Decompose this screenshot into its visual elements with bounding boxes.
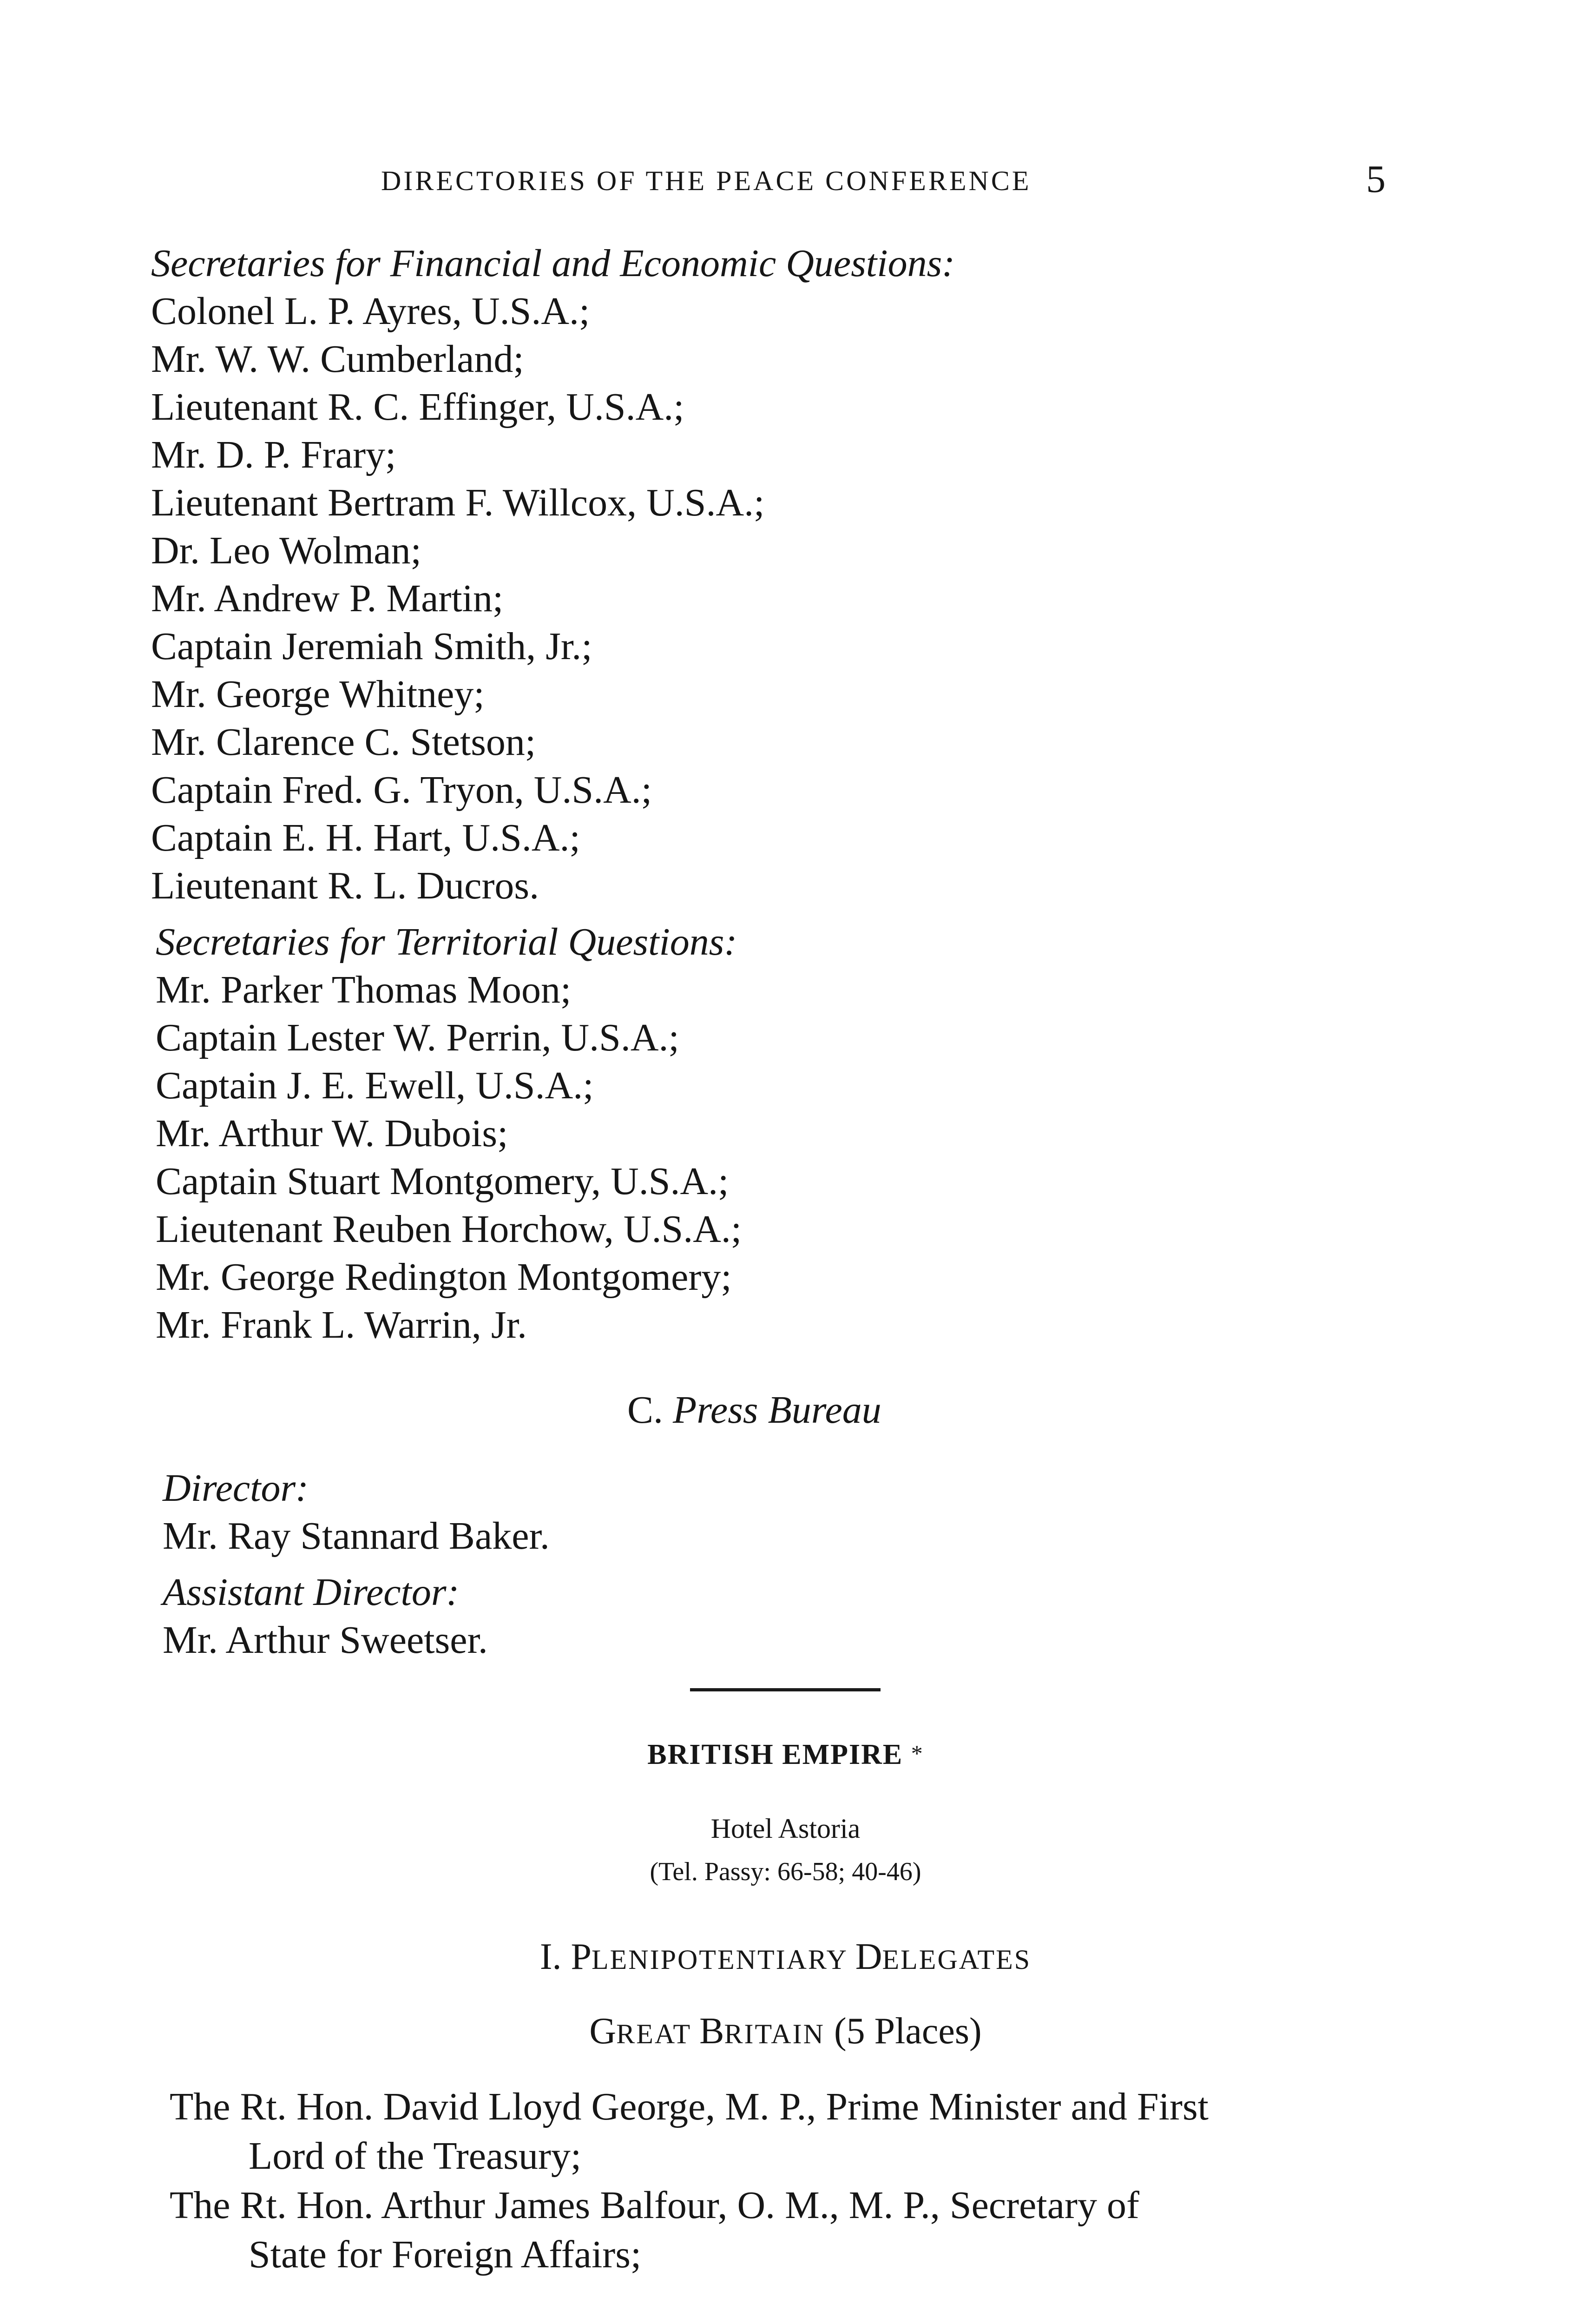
list-item: Captain Jeremiah Smith, Jr.; — [151, 625, 592, 668]
territorial-heading: Secretaries for Territorial Questions: — [156, 920, 737, 964]
list-item: Mr. Andrew P. Martin; — [151, 577, 504, 620]
page-number: 5 — [1366, 158, 1386, 201]
section-title-initial-2: D — [855, 1936, 882, 1977]
list-item: Captain Lester W. Perrin, U.S.A.; — [156, 1016, 679, 1059]
list-item: Captain Fred. G. Tryon, U.S.A.; — [151, 768, 652, 812]
list-item: Mr. Frank L. Warrin, Jr. — [156, 1303, 527, 1347]
section-title-initial: P — [571, 1936, 592, 1977]
assistant-director-heading: Assistant Director: — [163, 1571, 460, 1614]
list-item: Lieutenant R. L. Ducros. — [151, 864, 539, 907]
list-item: Mr. Arthur W. Dubois; — [156, 1112, 508, 1155]
country-places: (5 Places) — [834, 2011, 982, 2052]
running-header — [0, 158, 1571, 201]
press-bureau-heading — [627, 1387, 881, 1433]
list-item: Lieutenant Bertram F. Willcox, U.S.A.; — [151, 481, 765, 524]
list-item: Lieutenant R. C. Effinger, U.S.A.; — [151, 385, 684, 429]
list-item: Mr. W. W. Cumberland; — [151, 337, 524, 381]
list-item: Mr. Parker Thomas Moon; — [156, 968, 572, 1011]
assistant-director-name: Mr. Arthur Sweetser. — [163, 1618, 488, 1662]
director-heading: Director: — [163, 1466, 309, 1510]
financial-section — [151, 239, 955, 910]
section-title — [571, 1936, 1032, 1977]
financial-heading: Secretaries for Financial and Economic Questions: — [151, 242, 955, 285]
list-item: Mr. D. P. Frary; — [151, 433, 396, 476]
delegate-list — [170, 2082, 1209, 2279]
country-name — [589, 2011, 825, 2052]
list-item: Captain Stuart Montgomery, U.S.A.; — [156, 1160, 729, 1203]
press-bureau-letter: C. — [627, 1388, 664, 1432]
financial-list — [151, 287, 955, 910]
list-item: Captain J. E. Ewell, U.S.A.; — [156, 1064, 594, 1107]
list-item: Mr. Clarence C. Stetson; — [151, 720, 536, 764]
director-name: Mr. Ray Stannard Baker. — [163, 1514, 550, 1558]
list-item — [170, 2181, 1209, 2279]
british-empire-title: BRITISH EMPIRE — [647, 1739, 903, 1770]
header-title: DIRECTORIES OF THE PEACE CONFERENCE — [381, 165, 1032, 196]
list-item: Colonel L. P. Ayres, U.S.A.; — [151, 290, 590, 333]
country-initial: G — [589, 2011, 617, 2052]
press-bureau-title: Press Bureau — [673, 1388, 881, 1432]
territorial-section — [156, 918, 742, 1349]
list-item — [170, 2082, 1209, 2181]
country-rest: REAT — [616, 2019, 700, 2049]
list-item: Lieutenant Reuben Horchow, U.S.A.; — [156, 1208, 742, 1251]
footnote-marker: * — [911, 1740, 924, 1766]
telephone-info: (Tel. Passy: 66-58; 40-46) — [650, 1857, 921, 1886]
delegate-line: The Rt. Hon. David Lloyd George, M. P., Prime Minister and First — [170, 2085, 1209, 2128]
section-title-rest: LENIPOTENTIARY — [592, 1944, 855, 1975]
delegate-line: Lord of the Treasury; — [249, 2134, 582, 2178]
list-item: Mr. George Redington Montgomery; — [156, 1255, 732, 1299]
delegate-line: The Rt. Hon. Arthur James Balfour, O. M., M. P., Secretary of — [170, 2184, 1139, 2227]
section-heading — [0, 1936, 1571, 1978]
hotel-name: Hotel Astoria — [710, 1813, 861, 1844]
section-numeral: I. — [539, 1936, 562, 1977]
section-divider — [690, 1688, 881, 1691]
section-title-rest-2: ELEGATES — [882, 1944, 1032, 1975]
list-item: Dr. Leo Wolman; — [151, 529, 421, 572]
country-initial-2: B — [699, 2011, 724, 2052]
delegate-line: State for Foreign Affairs; — [249, 2233, 642, 2276]
territorial-list — [156, 966, 742, 1349]
country-rest-2: RITAIN — [724, 2019, 825, 2049]
country-heading — [0, 2010, 1571, 2053]
list-item: Captain E. H. Hart, U.S.A.; — [151, 816, 580, 859]
british-empire-heading — [0, 1738, 1571, 1771]
list-item: Mr. George Whitney; — [151, 673, 485, 716]
press-bureau-staff — [163, 1464, 550, 1664]
